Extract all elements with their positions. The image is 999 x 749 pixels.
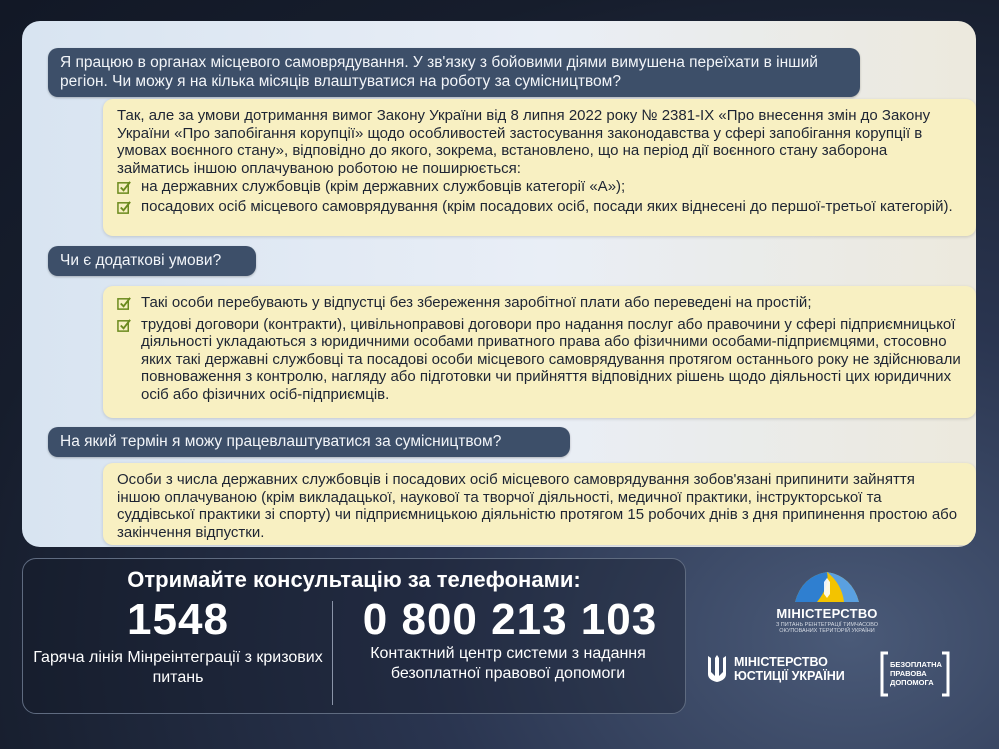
question-bubble-3: На який термін я можу працевлаштуватися за сумісництвом? <box>48 427 570 457</box>
list-item <box>117 316 962 404</box>
answer-1-text: Так, але за умови дотримання вимог Закону України від 8 липня 2022 року № 2381-IX «Про внесення змін до Закону України «Про запобігання корупції» щодо особливостей застосування законодавства у сфері запобігання корупції в умовах воєнного стану», відповідно до якого, зокрема, встановлено, що на період дії воєнного стану заборона займатись іншою оплачуваною роботою не поширюється: <box>117 107 931 177</box>
contact-center-number: 0 800 213 103 <box>362 595 658 644</box>
bpd-line-1: БЕЗОПЛАТНА <box>890 660 942 669</box>
answer-bubble-3: Особи з числа державних службовців і посадових осіб місцевого самоврядування зобов'язані припинити зайняття іншою оплачуваною (крім викладацької, наукової та творчої діяльності, медичної практики, інструкторської та суддівської практики зі спорту) чи підприємницькою діяльністю протягом 15 робочих днів з дня припинення простою або закінчення відпустки. <box>103 463 976 545</box>
minjust-line-1: МІНІСТЕРСТВО <box>734 655 828 669</box>
minreint-title: МІНІСТЕРСТВО <box>776 606 878 621</box>
ukraine-map-emblem-icon <box>792 568 862 606</box>
answer-bubble-1 <box>103 99 976 236</box>
answer-bubble-2 <box>103 286 976 418</box>
trident-icon <box>706 654 728 684</box>
bpd-text <box>890 660 942 687</box>
minjust-line-2: ЮСТИЦІЇ УКРАЇНИ <box>734 669 845 683</box>
minreint-subtitle: З ПИТАНЬ РЕІНТЕГРАЦІЇ ТИМЧАСОВО ОКУПОВАНИХ ТЕРИТОРІЙ УКРАЇНИ <box>775 622 879 634</box>
answer-2-item-1: Такі особи перебувають у відпустці без збереження заробітної плати або переведені на простій; <box>141 294 812 311</box>
checkbox-checked-icon <box>117 180 132 195</box>
footer-title: Отримайте консультацію за телефонами: <box>127 567 581 592</box>
checkbox-checked-icon <box>117 200 132 215</box>
contact-footer <box>22 558 686 714</box>
free-legal-aid-logo <box>880 651 950 697</box>
hotline-description: Гаряча лінія Мінреінтеграції з кризових питань <box>33 649 323 686</box>
minreintegration-logo <box>772 568 882 634</box>
list-item <box>117 198 962 216</box>
checkbox-checked-icon <box>117 296 132 311</box>
contact-center-description: Контактний центр системи з надання безоплатної правової допомоги <box>370 645 646 682</box>
minjustice-logo <box>706 652 856 686</box>
list-item <box>117 178 962 196</box>
answer-1-item-1: на державних службовців (крім державних службовців категорії «А»); <box>141 178 626 195</box>
bpd-line-3: ДОПОМОГА <box>890 678 934 687</box>
answer-1-item-2: посадових осіб місцевого самоврядування (крім посадових осіб, посади яких віднесені до першої-третьої категорій). <box>141 197 953 215</box>
minjust-text <box>734 655 845 683</box>
question-bubble-2: Чи є додаткові умови? <box>48 246 256 276</box>
list-item <box>117 294 962 312</box>
bpd-line-2: ПРАВОВА <box>890 669 927 678</box>
chat-panel <box>22 21 976 547</box>
checkbox-checked-icon <box>117 318 132 333</box>
answer-2-item-2: трудові договори (контракти), цивільноправові договори про надання послуг або правочини у сфері підприємницької діяльності укладаються з юридичними особами приватного права або фізичними особами-підприємцями, стосовно яких такі державні службовці та посадові особи місцевого самоврядування протягом останнього року не здійснювали повноваження з контролю, нагляду або підготовки чи прийняття відповідних рішень щодо діяльності цих юридичних осіб або фізичних осіб-підприємців. <box>141 315 961 403</box>
question-bubble-1: Я працюю в органах місцевого самоврядування. У зв'язку з бойовими діями вимушена переїхати в інший регіон. Чи можу я на кілька місяців влаштуватися на роботу за сумісництвом? <box>48 48 860 97</box>
hotline-number: 1548 <box>127 595 229 644</box>
